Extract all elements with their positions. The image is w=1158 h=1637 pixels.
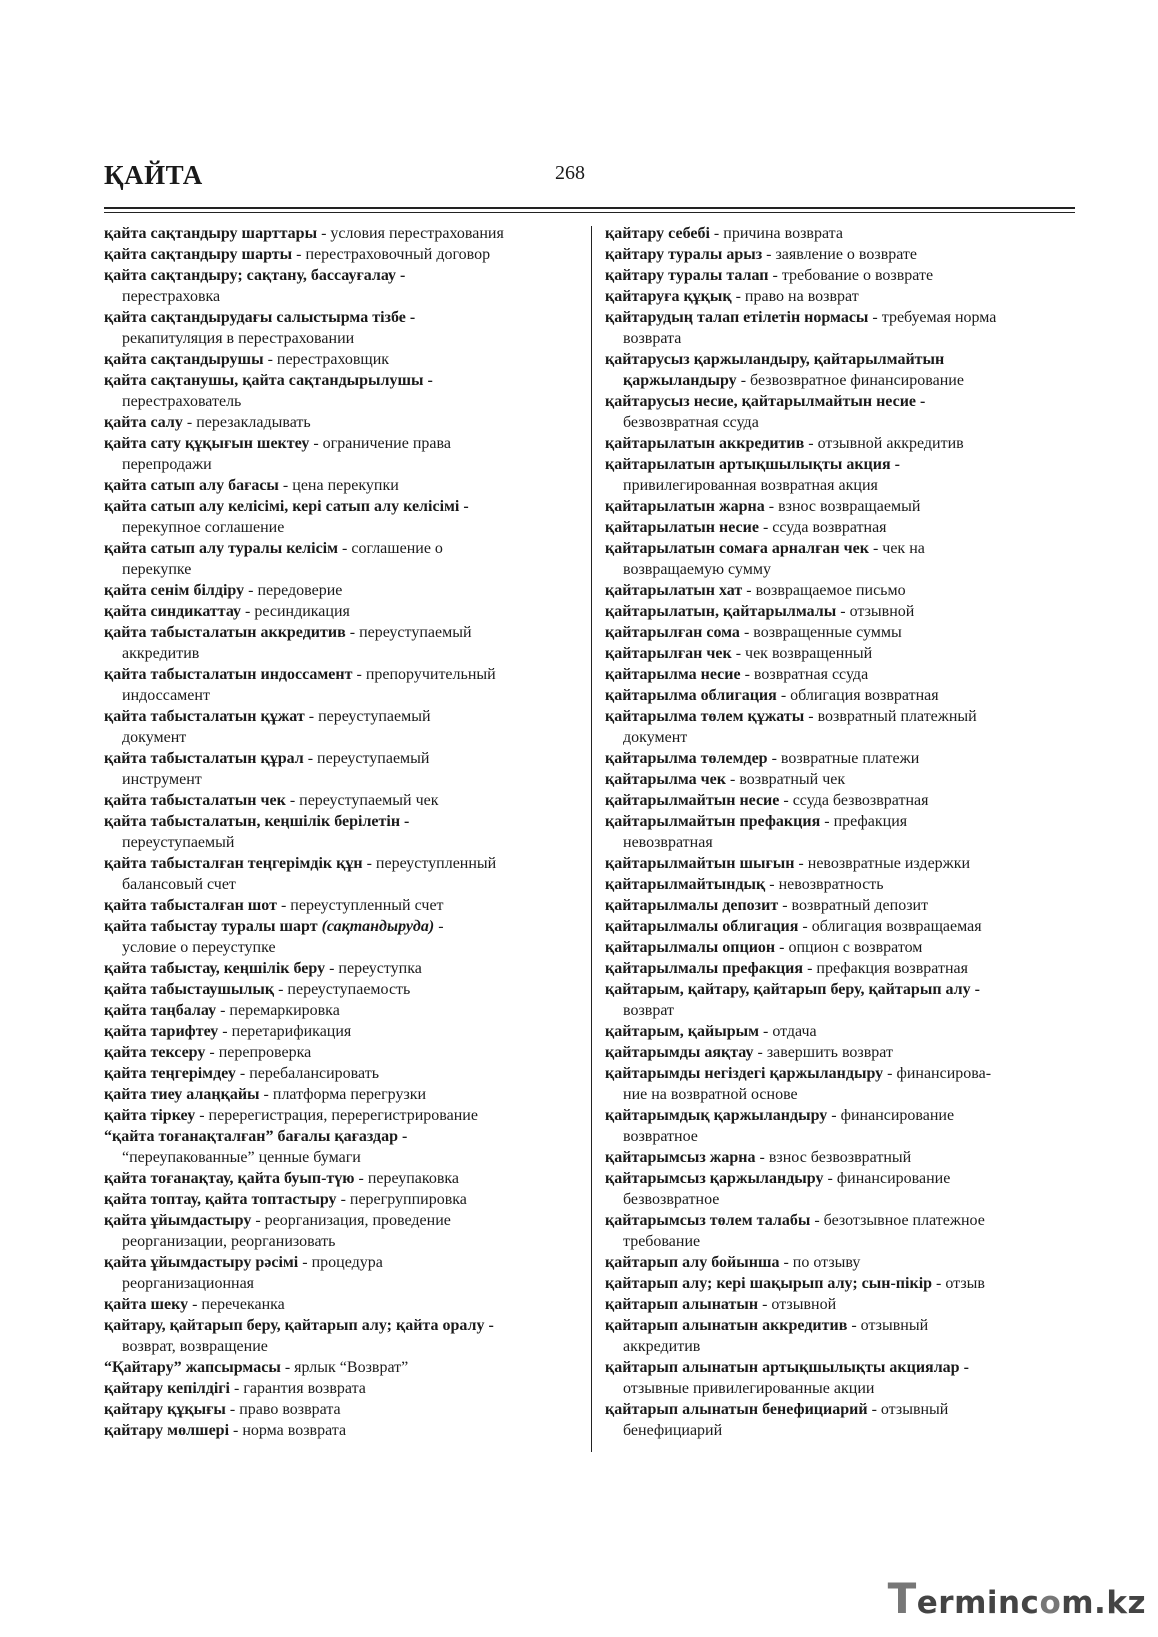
entry-translation: - чек возвращенный — [731, 645, 873, 662]
dictionary-entry — [104, 1378, 579, 1399]
dictionary-entry — [104, 265, 579, 307]
entry-term: қайтарымды негіздегі қаржыландыру — [605, 1065, 884, 1082]
dictionary-entry — [605, 1399, 1080, 1441]
dictionary-entry — [605, 286, 1080, 307]
entry-translation: - перегруппировка — [336, 1191, 467, 1208]
dictionary-entry — [605, 1252, 1080, 1273]
dictionary-entry — [104, 244, 579, 265]
entry-term: қайтарылма облигация — [605, 687, 777, 704]
entry-translation: - ярлык “Возврат” — [280, 1359, 409, 1376]
entry-term: қайтару, қайтарып беру, қайтарып алу; қайта оралу - — [104, 1317, 494, 1334]
entry-translation: - невозвратные издержки — [794, 855, 971, 872]
entry-continuation: реорганизационная — [122, 1275, 255, 1292]
dictionary-entry — [605, 1273, 1080, 1294]
entry-term: қайта табыстаушылық — [104, 981, 275, 998]
entry-term: қайтарылған сома — [605, 624, 740, 641]
entry-translation: - реорганизация, проведение — [251, 1212, 451, 1229]
dictionary-entry — [104, 790, 579, 811]
dictionary-entry — [605, 454, 1080, 496]
entry-continuation: рекапитуляция в перестраховании — [122, 330, 355, 347]
entry-translation: - возвращенные суммы — [739, 624, 902, 641]
entry-translation: - переуступаемость — [274, 981, 411, 998]
entry-term: қайтарып алынатын аккредитив — [605, 1317, 848, 1334]
dictionary-entry — [605, 349, 1080, 391]
entry-term: қайта топтау, қайта топтастыру — [104, 1191, 337, 1208]
entry-continuation: аккредитив — [623, 1338, 701, 1355]
entry-translation: - платформа перегрузки — [259, 1086, 427, 1103]
entry-term: қайтарылатын жарна — [605, 498, 765, 515]
dictionary-entry — [104, 496, 579, 538]
dictionary-entry — [605, 1147, 1080, 1168]
dictionary-entry — [605, 223, 1080, 244]
dictionary-entry — [104, 1189, 579, 1210]
dictionary-entry — [605, 643, 1080, 664]
entry-translation: - взнос безвозвратный — [755, 1149, 912, 1166]
entry-term: қайтарудың талап етілетін нормасы — [605, 309, 869, 326]
entry-continuation: требование — [623, 1233, 701, 1250]
dictionary-entry — [104, 307, 579, 349]
entry-translation: - отзывной — [836, 603, 915, 620]
entry-translation: - процедура — [298, 1254, 383, 1271]
dictionary-entry — [104, 370, 579, 412]
dictionary-entry — [605, 937, 1080, 958]
entry-translation: - — [434, 918, 444, 935]
entry-translation: - завершить возврат — [753, 1044, 893, 1061]
entry-term: қайтарылма чек — [605, 771, 726, 788]
dictionary-entry — [104, 1399, 579, 1420]
dictionary-entry — [605, 895, 1080, 916]
entry-term: қайта табысталатын құжат — [104, 708, 305, 725]
entry-translation: - отзывной аккредитив — [804, 435, 964, 452]
entry-term: қайтарымды аяқтау — [605, 1044, 754, 1061]
dictionary-entry — [104, 1084, 579, 1105]
entry-continuation: инструмент — [122, 771, 202, 788]
dictionary-entry — [605, 601, 1080, 622]
entry-term: қайта сатып алу туралы келісім — [104, 540, 339, 557]
entry-translation: - финансирование — [827, 1107, 955, 1124]
dictionary-entry — [605, 811, 1080, 853]
dictionary-entry — [605, 1315, 1080, 1357]
dictionary-entry — [104, 1210, 579, 1252]
entry-translation: - невозвратность — [765, 876, 884, 893]
dictionary-entry — [104, 580, 579, 601]
entry-term: қайта табысталған теңгерімдік құн — [104, 855, 363, 872]
dictionary-entry — [605, 580, 1080, 601]
dictionary-entry — [605, 1210, 1080, 1252]
dictionary-entry — [605, 979, 1080, 1021]
entry-term: қайтарылма несие — [605, 666, 741, 683]
entry-translation: - финансирова- — [883, 1065, 992, 1082]
dictionary-entry — [605, 1294, 1080, 1315]
dictionary-entry — [605, 769, 1080, 790]
entry-term: қайта сақтандыру; сақтану, бассауғалау - — [104, 267, 406, 284]
entry-translation: - отдача — [759, 1023, 817, 1040]
dictionary-entry — [605, 391, 1080, 433]
dictionary-entry — [605, 433, 1080, 454]
dictionary-entry — [605, 244, 1080, 265]
entry-term: қайтарымсыз төлем талабы — [605, 1212, 811, 1229]
entry-continuation: аккредитив — [122, 645, 200, 662]
entry-translation: - финансирование — [823, 1170, 951, 1187]
entry-translation: - перезакладывать — [182, 414, 311, 431]
entry-term: қайта табысталатын аккредитив — [104, 624, 346, 641]
entry-term: қайтару себебі — [605, 225, 710, 242]
entry-term: қайта тоғанақтау, қайта буып-түю — [104, 1170, 355, 1187]
entry-term: “Қайтару” жапсырмасы — [104, 1359, 281, 1376]
entry-translation: - отзывный — [867, 1401, 949, 1418]
entry-translation: - возвратный чек — [726, 771, 846, 788]
dictionary-entry — [605, 1357, 1080, 1399]
entry-translation: - перестраховщик — [263, 351, 390, 368]
entry-term: қайтарылатын, қайтарылмалы — [605, 603, 837, 620]
entry-translation: - ограничение права — [309, 435, 451, 452]
dictionary-entry — [104, 706, 579, 748]
entry-translation: - облигация возвратная — [776, 687, 939, 704]
entry-term: қайтарып алу бойынша — [605, 1254, 780, 1271]
entry-term: қайта шеку — [104, 1296, 189, 1313]
dictionary-entry — [104, 1357, 579, 1378]
entry-term: қайтарылмалы облигация — [605, 918, 799, 935]
entry-continuation: перестрахователь — [122, 393, 242, 410]
dictionary-entry — [104, 1042, 579, 1063]
dictionary-entry — [104, 1168, 579, 1189]
entry-term: қайта сақтандыру шарттары — [104, 225, 318, 242]
dictionary-entry — [104, 433, 579, 475]
entry-continuation: индоссамент — [122, 687, 210, 704]
entry-term: қайта синдикаттау — [104, 603, 242, 620]
entry-term: қайтарым, қайтару, қайтарып беру, қайтарып алу - — [605, 981, 980, 998]
dictionary-entry — [605, 1042, 1080, 1063]
entry-continuation: перепродажи — [122, 456, 212, 473]
entry-term: қайта тарифтеу — [104, 1023, 219, 1040]
dictionary-entry — [605, 1021, 1080, 1042]
entry-continuation: перестраховка — [122, 288, 221, 305]
entry-translation: - префакция — [820, 813, 908, 830]
dictionary-entry — [104, 1021, 579, 1042]
entry-translation: - ссуда безвозвратная — [779, 792, 929, 809]
entry-translation: - опцион с возвратом — [775, 939, 923, 956]
entry-translation: - соглашение о — [338, 540, 443, 557]
entry-translation: - переуступленный счет — [276, 897, 444, 914]
dictionary-entry — [104, 223, 579, 244]
entry-continuation: возврат, возвращение — [122, 1338, 268, 1355]
entry-translation: - по отзыву — [779, 1254, 861, 1271]
dictionary-entry — [104, 538, 579, 580]
entry-translation: - перемаркировка — [216, 1002, 340, 1019]
entry-translation: - право на возврат — [731, 288, 859, 305]
entry-term: қайтарусыз қаржыландыру, қайтарылмайтын — [605, 351, 945, 368]
entry-term: қайтару туралы талап — [605, 267, 769, 284]
dictionary-entry — [605, 958, 1080, 979]
entry-term: қайтарымдық қаржыландыру — [605, 1107, 828, 1124]
entry-translation: - условия перестрахования — [317, 225, 504, 242]
entry-translation: - переуступаемый чек — [285, 792, 439, 809]
entry-translation: - переуступаемый — [345, 624, 472, 641]
dictionary-entry — [104, 664, 579, 706]
dictionary-entry — [104, 748, 579, 790]
entry-continuation: документ — [623, 729, 688, 746]
dictionary-entry — [104, 916, 579, 958]
entry-term: қайтарымсыз жарна — [605, 1149, 756, 1166]
entry-translation: - возвращаемое письмо — [742, 582, 906, 599]
dictionary-entry — [605, 1063, 1080, 1105]
dictionary-entry — [605, 685, 1080, 706]
entry-translation: - требуемая норма — [868, 309, 997, 326]
entry-term: қайта табысталатын құрал — [104, 750, 304, 767]
entry-term: қайтарылмайтындық — [605, 876, 766, 893]
entry-term: қайтарылмалы префакция — [605, 960, 804, 977]
entry-translation: - переуступаемый — [303, 750, 430, 767]
entry-term: қайтарым, қайырым — [605, 1023, 759, 1040]
entry-translation: - безотзывное платежное — [810, 1212, 985, 1229]
dictionary-entry — [104, 475, 579, 496]
entry-term: қайтарылма төлем құжаты — [605, 708, 805, 725]
entry-translation: - требование о возврате — [768, 267, 934, 284]
entry-term: қайта табысталатын, кеңшілік берілетін - — [104, 813, 410, 830]
entry-translation: - перебалансировать — [235, 1065, 379, 1082]
entry-translation: - переуступленный — [362, 855, 497, 872]
entry-term: қайта сатып алу келісімі, кері сатып алу келісімі - — [104, 498, 469, 515]
entry-term: қайтару кепілдігі — [104, 1380, 230, 1397]
dictionary-entry — [605, 874, 1080, 895]
entry-continuation: ние на возвратной основе — [623, 1086, 798, 1103]
entry-term: қайта табыстау, кеңшілік беру — [104, 960, 326, 977]
entry-continuation: реорганизации, реорганизовать — [122, 1233, 336, 1250]
dictionary-entry — [605, 853, 1080, 874]
entry-term: қайтару мөлшері — [104, 1422, 230, 1439]
entry-term: қайтару туралы арыз — [605, 246, 763, 263]
entry-term: қайтарып алынатын бенефициарий — [605, 1401, 868, 1418]
entry-continuation: возвращаемую сумму — [623, 561, 771, 578]
entry-continuation: балансовый счет — [122, 876, 236, 893]
entry-translation: - ресиндикация — [241, 603, 350, 620]
entry-term: қайта табыстау туралы шарт — [104, 918, 318, 935]
termincom-logo: Termincom.kz — [887, 1574, 1146, 1623]
entry-translation: - префакция возвратная — [803, 960, 968, 977]
entry-translation: - перетарификация — [218, 1023, 352, 1040]
dictionary-entry — [104, 1294, 579, 1315]
entry-continuation: документ — [122, 729, 187, 746]
dictionary-entry — [605, 622, 1080, 643]
entry-term: қайта сақтандырудағы салыстырма тізбе - — [104, 309, 416, 326]
entry-translation: - перепроверка — [205, 1044, 312, 1061]
entry-continuation: перекупное соглашение — [122, 519, 285, 536]
entry-continuation: возврата — [623, 330, 682, 347]
entry-continuation: возврат — [623, 1002, 674, 1019]
entry-continuation: привилегированная возвратная акция — [623, 477, 878, 494]
dictionary-entry — [104, 895, 579, 916]
entry-term: қайта сақтанушы, қайта сақтандырылушы - — [104, 372, 433, 389]
entry-translation: - цена перекупки — [278, 477, 399, 494]
entry-translation: - возвратный депозит — [778, 897, 929, 914]
entry-term: қайтарылатын аккредитив — [605, 435, 805, 452]
entry-translation: - возвратные платежи — [767, 750, 920, 767]
entry-term: қайтару құқығы — [104, 1401, 226, 1418]
entry-term-continuation: қаржыландыру — [623, 372, 737, 389]
dictionary-entry — [104, 1105, 579, 1126]
page-number: 268 — [555, 162, 585, 184]
entry-term: қайта сақтандыру шарты — [104, 246, 293, 263]
running-headword: ҚАЙТА — [104, 160, 203, 190]
entry-term: қайта ұйымдастыру рәсімі — [104, 1254, 299, 1271]
dictionary-entry — [605, 706, 1080, 748]
entry-term: қайта табысталатын чек — [104, 792, 286, 809]
left-column — [104, 223, 579, 1441]
entry-term: қайтарылатын несие — [605, 519, 759, 536]
entry-term: қайта салу — [104, 414, 183, 431]
entry-translation: - перечеканка — [188, 1296, 285, 1313]
dictionary-entry — [104, 853, 579, 895]
entry-continuation: бенефициарий — [623, 1422, 723, 1439]
dictionary-entry — [605, 916, 1080, 937]
entry-continuation: безвозвратная ссуда — [623, 414, 759, 431]
column-divider — [591, 226, 592, 1452]
entry-translation: - отзывный — [847, 1317, 929, 1334]
entry-continuation: безвозвратное — [623, 1191, 720, 1208]
entry-continuation: “переупакованные” ценные бумаги — [122, 1149, 361, 1166]
dictionary-entry — [104, 601, 579, 622]
entry-term: қайтарылма төлемдер — [605, 750, 768, 767]
entry-continuation: переуступаемый — [122, 834, 235, 851]
dictionary-entry — [104, 1315, 579, 1357]
entry-term: қайтарылған чек — [605, 645, 732, 662]
entry-translation: - причина возврата — [709, 225, 843, 242]
dictionary-entry — [605, 496, 1080, 517]
dictionary-entry — [104, 958, 579, 979]
dictionary-entry — [104, 349, 579, 370]
entry-translation: - перерегистрация, перерегистрирование — [195, 1107, 478, 1124]
dictionary-entry — [104, 1000, 579, 1021]
entry-term: “қайта тоғанақталған” бағалы қағаздар - — [104, 1128, 408, 1145]
entry-continuation: - безвозвратное финансирование — [736, 372, 964, 389]
entry-term: қайтарып алынатын — [605, 1296, 759, 1313]
entry-term: қайта табысталатын индоссамент — [104, 666, 353, 683]
entry-term: қайтарылатын хат — [605, 582, 743, 599]
dictionary-entry — [104, 1126, 579, 1168]
entry-term: қайта теңгерімдеу — [104, 1065, 236, 1082]
entry-translation: - переуступка — [325, 960, 422, 977]
dictionary-entry — [605, 538, 1080, 580]
dictionary-entry — [605, 517, 1080, 538]
entry-term: қайтарусыз несие, қайтарылмайтын несие - — [605, 393, 926, 410]
dictionary-entry — [104, 622, 579, 664]
entry-term: қайта табысталған шот — [104, 897, 277, 914]
entry-translation: - гарантия возврата — [230, 1380, 366, 1397]
entry-term: қайта ұйымдастыру — [104, 1212, 252, 1229]
entry-translation: - отзыв — [932, 1275, 985, 1292]
entry-term: қайтарылмайтын несие — [605, 792, 780, 809]
dictionary-entry — [605, 265, 1080, 286]
header-rule-thick — [104, 207, 1075, 209]
entry-term: қайта сенім білдіру — [104, 582, 245, 599]
entry-continuation: возвратное — [623, 1128, 698, 1145]
entry-term: қайта сату құқығын шектеу — [104, 435, 310, 452]
entry-translation: - передоверие — [244, 582, 343, 599]
entry-term: қайтарылмайтын префакция — [605, 813, 821, 830]
dictionary-entry — [104, 811, 579, 853]
entry-term: қайтарылатын сомаға арналған чек — [605, 540, 869, 557]
entry-term: қайта сатып алу бағасы — [104, 477, 279, 494]
entry-translation: - отзывной — [758, 1296, 837, 1313]
dictionary-entry — [104, 1420, 579, 1441]
entry-translation: - право возврата — [225, 1401, 341, 1418]
entry-term: қайтарымсыз қаржыландыру — [605, 1170, 824, 1187]
entry-term: қайтарылмалы депозит — [605, 897, 779, 914]
dictionary-entry — [605, 1105, 1080, 1147]
dictionary-entry — [605, 1168, 1080, 1210]
entry-term: қайтарып алынатын артықшылықты акциялар - — [605, 1359, 969, 1376]
dictionary-entry — [104, 1252, 579, 1294]
entry-note: (сақтандыруда) — [317, 918, 435, 935]
dictionary-entry — [104, 1063, 579, 1084]
entry-translation: - переуступаемый — [304, 708, 431, 725]
entry-term: қайта сақтандырушы — [104, 351, 264, 368]
dictionary-entry — [605, 307, 1080, 349]
dictionary-entry — [104, 412, 579, 433]
entry-translation: - норма возврата — [229, 1422, 347, 1439]
entry-term: қайтарып алу; кері шақырып алу; сын-пікір — [605, 1275, 933, 1292]
entry-translation: - возвратный платежный — [804, 708, 977, 725]
entry-translation: - возвратная ссуда — [740, 666, 869, 683]
dictionary-entry — [605, 664, 1080, 685]
dictionary-entry — [104, 979, 579, 1000]
entry-translation: - заявление о возврате — [762, 246, 918, 263]
entry-translation: - чек на — [868, 540, 925, 557]
entry-translation: - переупаковка — [354, 1170, 460, 1187]
dictionary-entry — [605, 748, 1080, 769]
right-column — [605, 223, 1080, 1441]
entry-term: қайта тиеу алаңқайы — [104, 1086, 260, 1103]
entry-term: қайтаруға құқық — [605, 288, 732, 305]
entry-continuation: условие о переуступке — [122, 939, 276, 956]
entry-term: қайтарылмайтын шығын — [605, 855, 795, 872]
entry-continuation: перекупке — [122, 561, 192, 578]
entry-translation: - облигация возвращаемая — [798, 918, 982, 935]
entry-continuation: невозвратная — [623, 834, 713, 851]
entry-term: қайта таңбалау — [104, 1002, 217, 1019]
dictionary-entry — [605, 790, 1080, 811]
entry-translation: - ссуда возвратная — [758, 519, 887, 536]
entry-translation: - препоручительный — [352, 666, 496, 683]
entry-term: қайтарылмалы опцион — [605, 939, 776, 956]
entry-term: қайта тіркеу — [104, 1107, 196, 1124]
header-rule-thin — [104, 212, 1075, 213]
entry-translation: - взнос возвращаемый — [764, 498, 921, 515]
entry-continuation: отзывные привилегированные акции — [623, 1380, 875, 1397]
entry-term: қайтарылатын артықшылықты акция - — [605, 456, 900, 473]
entry-translation: - перестраховочный договор — [292, 246, 491, 263]
entry-term: қайта тексеру — [104, 1044, 206, 1061]
